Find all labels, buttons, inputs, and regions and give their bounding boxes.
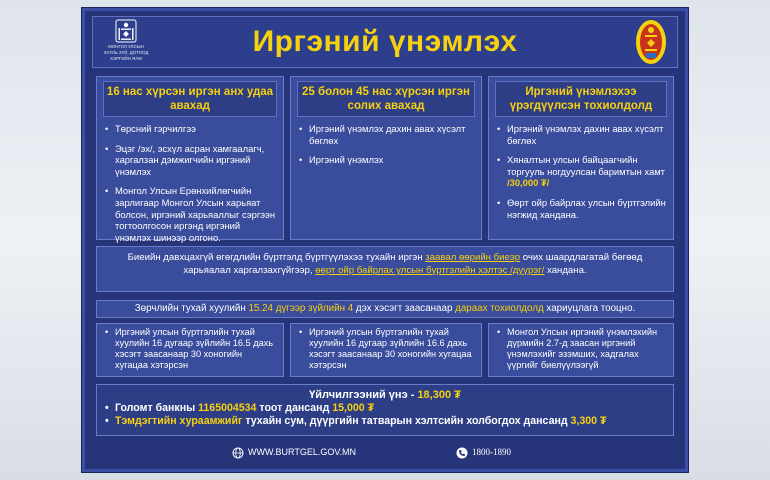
phone-info [456, 445, 511, 459]
bank-fee-amount: 15,000 ₮ [332, 402, 375, 414]
note-highlight: өөрт ойр байрлах улсын бүртгэлийн хэлтэс /дүүрэг/ [315, 265, 545, 276]
violation-case-2 [290, 323, 482, 377]
fee-label: Үйлчилгээний үнэ - [309, 389, 418, 401]
list-item: • Иргэний улсын бүртгэлийн тухай хуулийн 16 дугаар зүйлийн 16.5 дахь хэсэгт заасанаар 30 хоногийн хугацаа хэтэрсэн [103, 327, 277, 371]
org-name-line2: ХУУЛЬ ЗҮЙ, ДОТООД [103, 50, 149, 55]
law-highlight: дараах тохиолдолд [455, 303, 544, 314]
stamp-duty-label: Тэмдэгтийн хураамжийг [115, 415, 243, 427]
law-text: дэх хэсэгт заасанаар [353, 303, 456, 314]
list-item: • Иргэний үнэмлэх дахин авах хүсэлт бөглөх [495, 123, 667, 146]
note-text: Биеийн давхцахгүй өгөгдлийн бүртгэлд бүртгүүлэхээ тухайн иргэн [127, 252, 426, 263]
list-item: • Төрсний гэрчилгээ [103, 123, 277, 135]
list-item: • Иргэний үнэмлэх [297, 154, 475, 166]
column-lost-card [488, 76, 674, 240]
column-heading: 16 нас хүрсэн иргэн анх удаа авахад [103, 81, 277, 117]
column-age-renewal [290, 76, 482, 240]
column-first-time [96, 76, 284, 243]
website-info [232, 445, 356, 459]
soyombo-emblem-icon [115, 19, 137, 43]
note-text: очих шаардлагатай бөгөөд харьяалал харгалзахгүйгээр, [183, 252, 643, 276]
law-highlight: 15.24 дүгээр зүйлийн 4 [248, 303, 354, 314]
violation-case-1 [96, 323, 284, 377]
fee-stamp-line: • Тэмдэгтийн хураамжийг тухайн сум, дүүргийн татварын хэлтсийн холбогдох дансанд 3,300 ₮ [105, 415, 607, 427]
org-name-line1: МОНГОЛ УЛСЫН [108, 44, 144, 49]
violation-case-3 [488, 323, 674, 377]
law-text: Зөрчлийн тухай хуулийн [134, 303, 249, 314]
stamp-fee-amount: 3,300 ₮ [570, 415, 607, 427]
phone-icon [456, 447, 468, 459]
law-text: хариуцлага тооцно. [543, 303, 636, 314]
in-person-note [96, 246, 674, 292]
note-highlight: заавал өөрийн биеэр [425, 252, 521, 263]
phone-number: 1800-1890 [472, 447, 511, 457]
fee-text: тоот дансанд [256, 402, 333, 414]
fee-text: Голомт банкны [115, 402, 199, 414]
fine-amount: /30,000 ₮/ [507, 177, 550, 189]
footer [92, 440, 678, 464]
globe-icon [232, 447, 244, 459]
list-item: • Өөрт ойр байрлах улсын бүртгэлийн нэгжид хандана. [495, 197, 667, 220]
state-emblem-icon [634, 18, 668, 66]
note-text: хандана. [544, 265, 587, 276]
list-item: • Эцэг /эх/, эсхүл асран хамгаалагч, харгалзан дэмжигчийн иргэний үнэмлэх [103, 143, 277, 178]
fee-bank-line: • Голомт банкны 1165004534 тоот дансанд 15,000 ₮ [105, 402, 375, 414]
ministry-logo [100, 19, 152, 65]
fee-title [97, 388, 673, 402]
list-item: • Иргэний үнэмлэх дахин авах хүсэлт бөглөх [297, 123, 475, 146]
fee-text: тухайн сум, дүүргийн татварын хэлтсийн холбогдох дансанд [242, 415, 571, 427]
list-item: • Монгол Улсын Ерөнхийлөгчийн зарлигаар Монгол Улсын харьяат болсон, иргэний харьяаллыг сэргээн тогтоолгосон иргэнд иргэний үнэмлэх шинээр олгоно. [103, 185, 277, 243]
list-item: • Монгол Улсын иргэний үнэмлэхийн дүрмийн 2.7-д заасан иргэний үнэмлэхийг эзэмших, хадгалах үүргийг биелүүлээгүй [495, 327, 667, 371]
column-heading: Иргэний үнэмлэхээ үрэгдүүлсэн тохиолдолд [495, 81, 667, 117]
law-reference [96, 300, 674, 318]
column-heading: 25 болон 45 нас хүрсэн иргэн солих авахад [297, 81, 475, 117]
list-item: • Иргэний улсын бүртгэлийн тухай хуулийн 16 дугаар зүйлийн 16.6 дахь хэсэгт заасанаар 30 хоногийн хугацаа хэтэрсэн [297, 327, 475, 371]
page-title: Иргэний үнэмлэх [252, 25, 518, 58]
website-link[interactable]: WWW.BURTGEL.GOV.MN [248, 447, 357, 457]
org-name-line3: ХЭРГИЙН ЯАМ [110, 56, 142, 61]
list-item [495, 154, 667, 189]
fine-text: Хяналтын улсын байцаагчийн торгууль ногдуулсан баримтын хамт [507, 154, 665, 177]
service-fee-panel [96, 384, 674, 436]
fee-amount: 18,300 ₮ [417, 389, 461, 401]
bank-account-number: 1165004534 [198, 402, 257, 414]
